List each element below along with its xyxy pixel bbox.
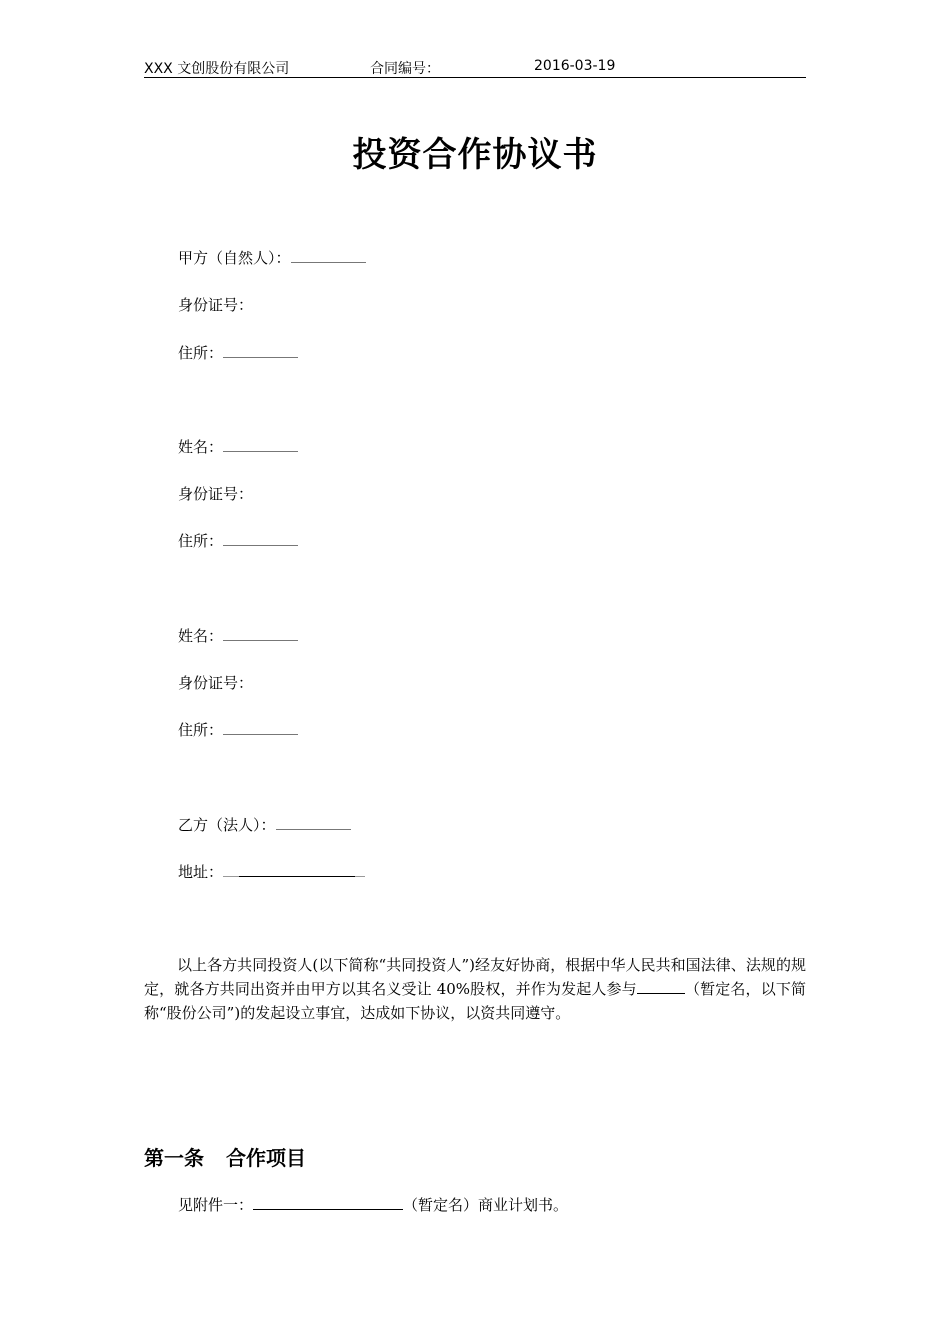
investor-2-address-label: 住所： [178, 532, 224, 550]
party-b-line [178, 814, 351, 835]
section-1-title: 合作项目 [226, 1146, 306, 1170]
investor-3-address-line [178, 719, 298, 740]
party-a-line [178, 247, 366, 268]
party-a-address-label: 住所： [178, 344, 224, 362]
investor-2-id-line [178, 483, 253, 504]
investor-3-address-blank[interactable] [223, 720, 298, 735]
company-name-blank[interactable] [637, 979, 685, 994]
page-header [144, 57, 806, 78]
investor-2-name-label: 姓名： [178, 438, 224, 456]
header-company: XXX 文创股份有限公司 [144, 61, 290, 77]
investor-2-name-blank[interactable] [223, 437, 298, 452]
investor-2-name-line [178, 436, 298, 457]
party-a-label: 甲方（自然人）： [178, 249, 291, 267]
attachment-prefix: 见附件一： [178, 1196, 254, 1214]
investor-3-id-label: 身份证号： [178, 674, 254, 692]
party-a-id-line [178, 294, 253, 315]
intro-paragraph [144, 953, 806, 1025]
party-a-address-blank[interactable] [223, 343, 298, 358]
party-b-address-line [178, 861, 365, 882]
investor-3-name-label: 姓名： [178, 627, 224, 645]
attachment-project-blank[interactable] [253, 1195, 403, 1210]
intro-text-part2: （暂定名，以下简称“股份公司”)的发起设立事宜，达成如下协议，以资共同遵守。 [144, 980, 806, 1022]
section-1-heading [144, 1142, 306, 1171]
section-1-number: 第一条 [144, 1146, 204, 1170]
investor-3-address-label: 住所： [178, 721, 224, 739]
party-b-name-blank[interactable] [276, 815, 351, 830]
party-a-id-label: 身份证号： [178, 296, 254, 314]
attachment-line [178, 1194, 568, 1215]
attachment-suffix: （暂定名）商业计划书。 [403, 1196, 569, 1214]
document-title: 投资合作协议书 [352, 135, 598, 175]
investor-2-address-line [178, 530, 298, 551]
investor-2-address-blank[interactable] [223, 531, 298, 546]
party-b-address-blank[interactable] [223, 862, 365, 877]
investor-3-name-line [178, 625, 298, 646]
investor-3-name-blank[interactable] [223, 626, 298, 641]
party-a-address-line [178, 342, 298, 363]
intro-text-part1: 以上各方共同投资人(以下简称“共同投资人”)经友好协商，根据中华人民共和国法律、法规的规定，就各方共同出资并由甲方以其名义受让 40%股权，并作为发起人参与 [144, 956, 806, 998]
header-date: 2016-03-19 [534, 58, 616, 74]
header-contract-number-label: 合同编号： [370, 61, 440, 77]
party-b-address-label: 地址： [178, 863, 224, 881]
party-b-label: 乙方（法人）： [178, 816, 276, 834]
party-a-name-blank[interactable] [291, 248, 366, 263]
investor-3-id-line [178, 672, 253, 693]
investor-2-id-label: 身份证号： [178, 485, 254, 503]
